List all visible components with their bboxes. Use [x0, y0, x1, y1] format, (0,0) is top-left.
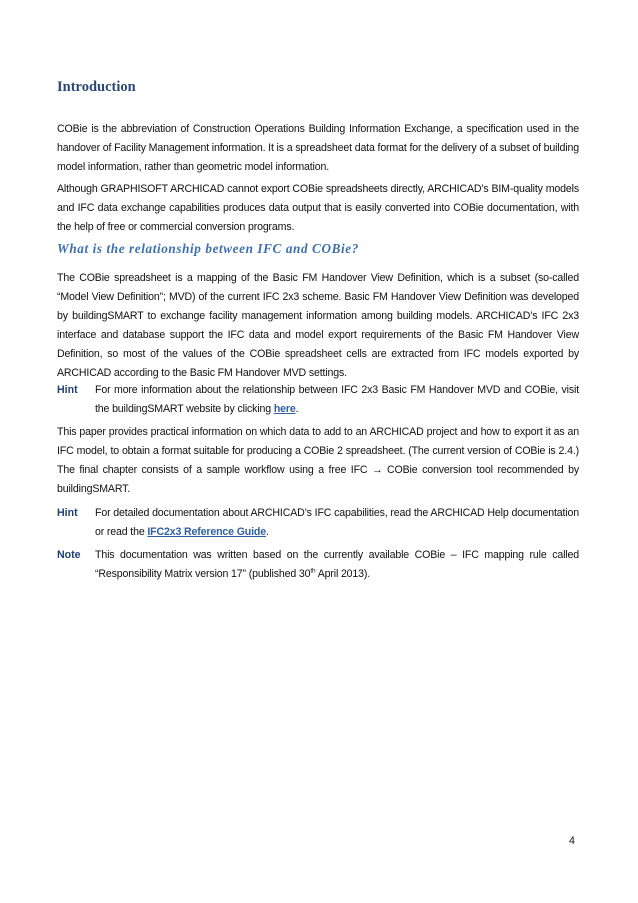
- subheading-ifc-cobie-relationship: What is the relationship between IFC and COBie?: [57, 241, 359, 256]
- page-number: 4: [569, 835, 575, 847]
- paragraph-practical-information: This paper provides practical information on which data to add to an ARCHICAD project and how to export it as an IFC model, to obtain a format suitable for producing a COBie 2 spreadsheet. (The current version of COBie is 2.4.) The final chapter consists of a sample workflow using a free IFC → COBie conversion tool recommended by buildingSMART.: [57, 426, 579, 495]
- paragraph-cobie-spreadsheet-mapping: The COBie spreadsheet is a mapping of the Basic FM Handover View Definition, which is a subset (so-called “Model View Definition”; MVD) of the current IFC 2x3 scheme. Basic FM Handover View Definition was developed by buildingSMART to exchange facility management information among building models. ARCHICAD’s IFC 2x3 interface and database support the IFC data and model export requirements of the Basic FM Handover View Definition, so most of the values of the COBie spreadsheet cells are extracted from IFC models exported by ARCHICAD according to the Basic FM Handover MVD settings.: [57, 272, 579, 379]
- note-text: This documentation was written based on the currently available COBie – IFC mapping rule called “Responsibility Matrix version 17” (published 30th April 2013).: [95, 549, 579, 580]
- paragraph-cobie-definition: COBie is the abbreviation of Construction Operations Building Information Exchange, a specification used in the handover of Facility Management information. It is a spreadsheet data format for the delivery of a subset of building model information, rather than geometric model information.: [57, 123, 579, 173]
- ifc2x3-reference-guide-link[interactable]: IFC2x3 Reference Guide: [147, 526, 266, 538]
- here-link[interactable]: here: [273, 403, 296, 415]
- note-label: Note: [57, 549, 81, 561]
- hint-label: Hint: [57, 384, 78, 396]
- section-heading-introduction: Introduction: [57, 79, 136, 95]
- paragraph-archicad-export: Although GRAPHISOFT ARCHICAD cannot export COBie spreadsheets directly, ARCHICAD’s BIM-quality models and IFC data exchange capabilities produces data output that is easily converted into COBie documentation, with the help of free or commercial conversion programs.: [57, 183, 579, 233]
- hint-text: For more information about the relationship between IFC 2x3 Basic FM Handover MVD and COBie, visit the buildingSMART website by clicking here.: [95, 384, 579, 415]
- hint-text: For detailed documentation about ARCHICAD’s IFC capabilities, read the ARCHICAD Help documentation or read the IFC2x3 Reference Guide.: [95, 507, 579, 538]
- hint-label: Hint: [57, 507, 78, 519]
